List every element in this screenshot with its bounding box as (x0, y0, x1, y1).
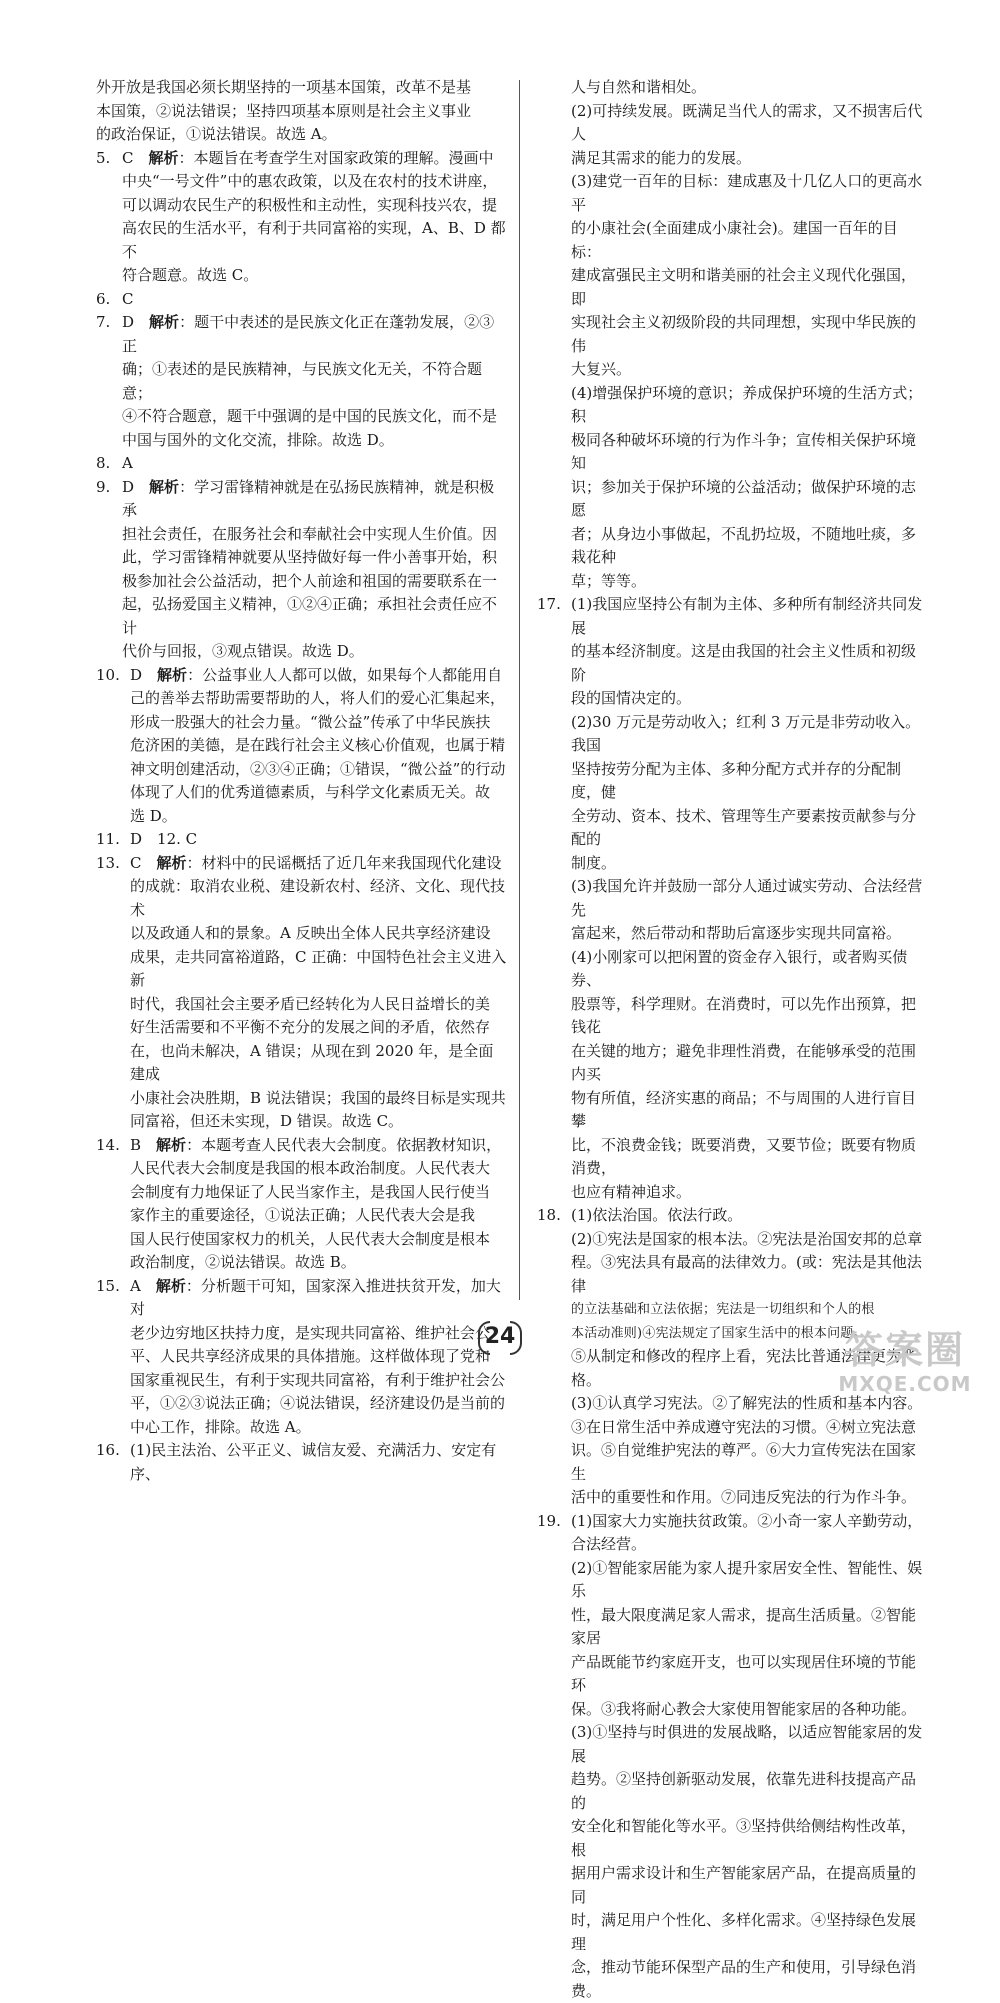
text-line: 草；等等。 (537, 570, 927, 594)
right-column (537, 76, 927, 2003)
item-body (130, 828, 508, 852)
text-line: 好生活需要和不平衡不充分的发展之间的矛盾，依然存 (130, 1016, 508, 1040)
item-body (130, 1134, 508, 1275)
watermark-text: 答案圈 (820, 1328, 990, 1372)
text-line: 己的善举去帮助需要帮助的人，将人们的爱心汇集起来， (130, 687, 508, 711)
text-line: 大复兴。 (537, 358, 927, 382)
text-line: 会制度有力地保证了人民当家作主，是我国人民行使当 (130, 1181, 508, 1205)
continued-text (96, 76, 508, 147)
answer-item (96, 1134, 508, 1275)
text-line: 小康社会决胜期，B 说法错误；我国的最终目标是实现共 (130, 1087, 508, 1111)
text-segment: ：本题考查人民代表大会制度。依据教材知识， (186, 1136, 501, 1154)
text-line: 危济困的美德，是在践行社会主义核心价值观，也属于精 (130, 734, 508, 758)
text-segment: ：公益事业人人都可以做，如果每个人都能用自 (187, 666, 502, 684)
answer-item (96, 852, 508, 1134)
text-line: 此，学习雷锋精神就要从坚持做好每一件小善事开始，积 (122, 546, 508, 570)
item-body (122, 452, 508, 476)
text-line: 以及政通人和的景象。A 反映出全体人民共享经济建设 (130, 922, 508, 946)
text-line (130, 1439, 508, 1486)
text-line: 识；参加关于保护环境的公益活动；做保护环境的志愿 (537, 476, 927, 523)
item-number: 13. (96, 852, 130, 876)
item-number: 16. (96, 1439, 130, 1463)
text-line: 本国策，②说法错误；坚持四项基本原则是社会主义事业 (96, 100, 508, 124)
text-line: 的成就：取消农业税、建设新农村、经济、文化、现代技术 (130, 875, 508, 922)
text-line: 中心工作，排除。故选 A。 (130, 1416, 508, 1440)
text-line (122, 311, 508, 358)
text-line: 趋势。②坚持创新驱动发展，依靠先进科技提高产品的 (571, 1768, 927, 1815)
text-line: (3)①坚持与时俱进的发展战略，以适应智能家居的发展 (571, 1721, 927, 1768)
text-line: 极同各种破坏环境的行为作斗争；宣传相关保护环境知 (537, 429, 927, 476)
text-line: 老少边穷地区扶持力度，是实现共同富裕、维护社会公 (130, 1322, 508, 1346)
text-line: (1)依法治国。依法行政。 (571, 1204, 927, 1228)
text-line: 本活动准则)④宪法规定了国家生活中的根本问题。 (571, 1322, 927, 1346)
item-body (122, 147, 508, 288)
answer-item (96, 288, 508, 312)
text-line: 平、人民共享经济成果的具体措施。这样做体现了党和 (130, 1345, 508, 1369)
item-number: 9. (96, 476, 122, 500)
text-line: 据用户需求设计和生产智能家居产品，在提高质量的同 (571, 1862, 927, 1909)
text-line: 体现了人们的优秀道德素质，与科学文化素质无关。故 (130, 781, 508, 805)
text-line (130, 664, 508, 688)
answer-letter: (1)民主法治、公平正义、诚信友爱、充满活力、安定有序、 (130, 1441, 496, 1483)
item-number: 6. (96, 288, 122, 312)
answer-letter: A (122, 454, 133, 472)
answer-item (96, 664, 508, 829)
text-line: 活中的重要性和作用。⑦同违反宪法的行为作斗争。 (571, 1486, 927, 1510)
text-line: 坚持按劳分配为主体、多种分配方式并存的分配制度，健 (571, 758, 927, 805)
text-line (130, 1134, 508, 1158)
answer-letter: D 12. C (130, 830, 197, 848)
item-body (130, 1275, 508, 1440)
analysis-label: 解析 (156, 1136, 186, 1154)
text-line: 也应有精神追求。 (571, 1181, 927, 1205)
answer-letter: A (130, 1277, 141, 1295)
text-line: 的基本经济制度。这是由我国的社会主义性质和初级阶 (571, 640, 927, 687)
text-line: 可以调动农民生产的积极性和主动性，实现科技兴农，提 (122, 194, 508, 218)
answer-item (537, 593, 927, 1204)
text-line: 比，不浪费金钱；既要消费，又要节俭；既要有物质消费， (571, 1134, 927, 1181)
answer-item (96, 452, 508, 476)
answer-item (96, 1275, 508, 1440)
text-line (122, 288, 508, 312)
text-line: 安全化和智能化等水平。③坚持供给侧结构性改革，根 (571, 1815, 927, 1862)
answer-letter: D (130, 666, 142, 684)
column-divider (519, 80, 520, 1300)
text-line: 高农民的生活水平，有利于共同富裕的实现，A、B、D 都不 (122, 217, 508, 264)
item-body (122, 311, 508, 452)
answer-item (96, 476, 508, 664)
text-line: 国家重视民生，有利于实现共同富裕，有利于维护社会公 (130, 1369, 508, 1393)
text-line: (3)建党一百年的目标：建成惠及十几亿人口的更高水平 (537, 170, 927, 217)
text-line: (1)国家大力实施扶贫政策。②小奇一家人辛勤劳动， (571, 1510, 927, 1534)
answer-item (96, 1439, 508, 1486)
item-number: 11. (96, 828, 130, 852)
text-line: 保。③我将耐心教会大家使用智能家居的各种功能。 (571, 1698, 927, 1722)
text-line: 神文明创建活动，②③④正确；①错误，“微公益”的行动 (130, 758, 508, 782)
answer-item (96, 828, 508, 852)
text-line: 物有所值，经济实惠的商品；不与周围的人进行盲目攀 (571, 1087, 927, 1134)
watermark-url: MXQE.COM (820, 1372, 990, 1396)
text-line: 时代，我国社会主要矛盾已经转化为人民日益增长的美 (130, 993, 508, 1017)
analysis-label: 解析 (156, 1277, 186, 1295)
text-line: 时，满足用户个性化、多样化需求。④坚持绿色发展理 (571, 1909, 927, 1956)
text-line: 合法经营。 (571, 1533, 927, 1557)
item-body (130, 852, 508, 1134)
text-line: 确；①表述的是民族精神，与民族文化无关，不符合题意； (122, 358, 508, 405)
left-column (96, 76, 508, 1486)
text-line: 股票等，科学理财。在消费时，可以先作出预算，把钱花 (571, 993, 927, 1040)
text-line: ③在日常生活中养成遵守宪法的习惯。④树立宪法意 (571, 1416, 927, 1440)
text-line: 的小康社会(全面建成小康社会)。建国一百年的目标： (537, 217, 927, 264)
text-line: 中央“一号文件”中的惠农政策，以及在农村的技术讲座， (122, 170, 508, 194)
text-line: 形成一股强大的社会力量。“微公益”传承了中华民族扶 (130, 711, 508, 735)
text-line: 中国与国外的文化交流，排除。故选 D。 (122, 429, 508, 453)
text-line: (2)可持续发展。既满足当代人的需求，又不损害后代人 (537, 100, 927, 147)
text-line: 选 D。 (130, 805, 508, 829)
item-number: 7. (96, 311, 122, 335)
text-line: 极参加社会公益活动，把个人前途和祖国的需要联系在一 (122, 570, 508, 594)
text-line: 人民代表大会制度是我国的根本政治制度。人民代表大 (130, 1157, 508, 1181)
item-number: 15. (96, 1275, 130, 1299)
analysis-label: 解析 (149, 313, 179, 331)
answer-letter: C (130, 854, 141, 872)
text-line (122, 476, 508, 523)
text-segment: ：材料中的民谣概括了近几年来我国现代化建设 (187, 854, 502, 872)
text-line: 的立法基础和立法依据；宪法是一切组织和个人的根 (571, 1298, 927, 1322)
text-line: (3)①认真学习宪法。②了解宪法的性质和基本内容。 (571, 1392, 927, 1416)
answer-17 (537, 593, 927, 1204)
text-line: ⑤从制定和修改的程序上看，宪法比普通法律更为严格。 (571, 1345, 927, 1392)
analysis-label: 解析 (157, 666, 187, 684)
text-segment: ：分析题干可知，国家深入推进扶贫开发，加大对 (130, 1277, 501, 1319)
text-line: 产品既能节约家庭开支，也可以实现居住环境的节能环 (571, 1651, 927, 1698)
text-segment: ：学习雷锋精神就是在弘扬民族精神，就是积极承 (122, 478, 494, 520)
analysis-label: 解析 (149, 478, 179, 496)
answer-letter: C (122, 149, 133, 167)
item-body (122, 476, 508, 664)
text-line: 平，①②③说法正确；④说法错误，经济建设仍是当前的 (130, 1392, 508, 1416)
answer-16-continued (537, 76, 927, 593)
text-line: 家作主的重要途径，①说法正确；人民代表大会是我 (130, 1204, 508, 1228)
item-number: 8. (96, 452, 122, 476)
item-number: 5. (96, 147, 122, 171)
text-line: (2)30 万元是劳动收入；红利 3 万元是非劳动收入。我国 (571, 711, 927, 758)
answer-item (537, 1510, 927, 2003)
text-line: 实现社会主义初级阶段的共同理想，实现中华民族的伟 (537, 311, 927, 358)
answer-letter: B (130, 1136, 141, 1154)
text-line: 同富裕，但还未实现，D 错误。故选 C。 (130, 1110, 508, 1134)
answer-19 (537, 1510, 927, 2003)
item-number: 19. (537, 1510, 571, 1534)
text-line: (2)①宪法是国家的根本法。②宪法是治国安邦的总章 (571, 1228, 927, 1252)
text-line (122, 452, 508, 476)
text-line: 段的国情决定的。 (571, 687, 927, 711)
text-line: 外开放是我国必须长期坚持的一项基本国策，改革不是基 (96, 76, 508, 100)
item-body (122, 288, 508, 312)
text-line: (2)①智能家居能为家人提升家居安全性、智能性、娱乐 (571, 1557, 927, 1604)
text-line (122, 147, 508, 171)
text-line: 政治制度，②说法错误。故选 B。 (130, 1251, 508, 1275)
item-body (571, 1510, 927, 2003)
text-line: 的政治保证，①说法错误。故选 A。 (96, 123, 508, 147)
text-line: (4)增强保护环境的意识；养成保护环境的生活方式；积 (537, 382, 927, 429)
text-line: 富起来，然后带动和帮助后富逐步实现共同富裕。 (571, 922, 927, 946)
item-body (130, 1439, 508, 1486)
page-number: 24 (482, 1319, 518, 1355)
text-segment: ：题干中表述的是民族文化正在蓬勃发展，②③正 (122, 313, 494, 355)
answer-letter: D (122, 313, 134, 331)
text-line: 在，也尚未解决，A 错误；从现在到 2020 年，是全面建成 (130, 1040, 508, 1087)
answer-item (96, 311, 508, 452)
analysis-label: 解析 (149, 149, 179, 167)
item-body (130, 664, 508, 829)
text-line: 在关键的地方；避免非理性消费，在能够承受的范围内买 (571, 1040, 927, 1087)
text-line (130, 1275, 508, 1322)
item-number: 17. (537, 593, 571, 617)
text-line: (3)我国允许并鼓励一部分人通过诚实劳动、合法经营先 (571, 875, 927, 922)
text-line: 国人民行使国家权力的机关，人民代表大会制度是根本 (130, 1228, 508, 1252)
answer-item (96, 147, 508, 288)
text-line: 担社会责任，在服务社会和奉献社会中实现人生价值。因 (122, 523, 508, 547)
text-line (130, 828, 508, 852)
text-line: 符合题意。故选 C。 (122, 264, 508, 288)
text-line: ④不符合题意，题干中强调的是中国的民族文化，而不是 (122, 405, 508, 429)
text-line: 成果，走共同富裕道路，C 正确：中国特色社会主义进入新 (130, 946, 508, 993)
item-number: 18. (537, 1204, 571, 1228)
text-line: 念，推动节能环保型产品的生产和使用，引导绿色消费。 (571, 1956, 927, 2003)
answer-list (96, 147, 508, 1487)
text-segment: ：本题旨在考查学生对国家政策的理解。漫画中 (179, 149, 494, 167)
text-line: 起，弘扬爱国主义精神，①②④正确；承担社会责任应不计 (122, 593, 508, 640)
item-number: 14. (96, 1134, 130, 1158)
text-line: 程。③宪法具有最高的法律效力。(或：宪法是其他法律 (571, 1251, 927, 1298)
text-line: 建成富强民主文明和谐美丽的社会主义现代化强国，即 (537, 264, 927, 311)
text-line (130, 852, 508, 876)
text-line: 代价与回报，③观点错误。故选 D。 (122, 640, 508, 664)
watermark-logo (820, 1328, 990, 1404)
text-line: (4)小刚家可以把闲置的资金存入银行，或者购买债券、 (571, 946, 927, 993)
text-line: 性，最大限度满足家人需求，提高生活质量。②智能家居 (571, 1604, 927, 1651)
text-line: 满足其需求的能力的发展。 (537, 147, 927, 171)
answer-letter: C (122, 290, 133, 308)
item-number: 10. (96, 664, 130, 688)
answer-letter: D (122, 478, 134, 496)
text-line: 识。⑤自觉维护宪法的尊严。⑥大力宣传宪法在国家生 (571, 1439, 927, 1486)
text-line: 全劳动、资本、技术、管理等生产要素按贡献参与分配的 (571, 805, 927, 852)
text-line: (1)我国应坚持公有制为主体、多种所有制经济共同发展 (571, 593, 927, 640)
text-line: 制度。 (571, 852, 927, 876)
text-line: 者；从身边小事做起，不乱扔垃圾，不随地吐痰，多栽花种 (537, 523, 927, 570)
item-body (571, 593, 927, 1204)
analysis-label: 解析 (157, 854, 187, 872)
text-line: 人与自然和谐相处。 (537, 76, 927, 100)
